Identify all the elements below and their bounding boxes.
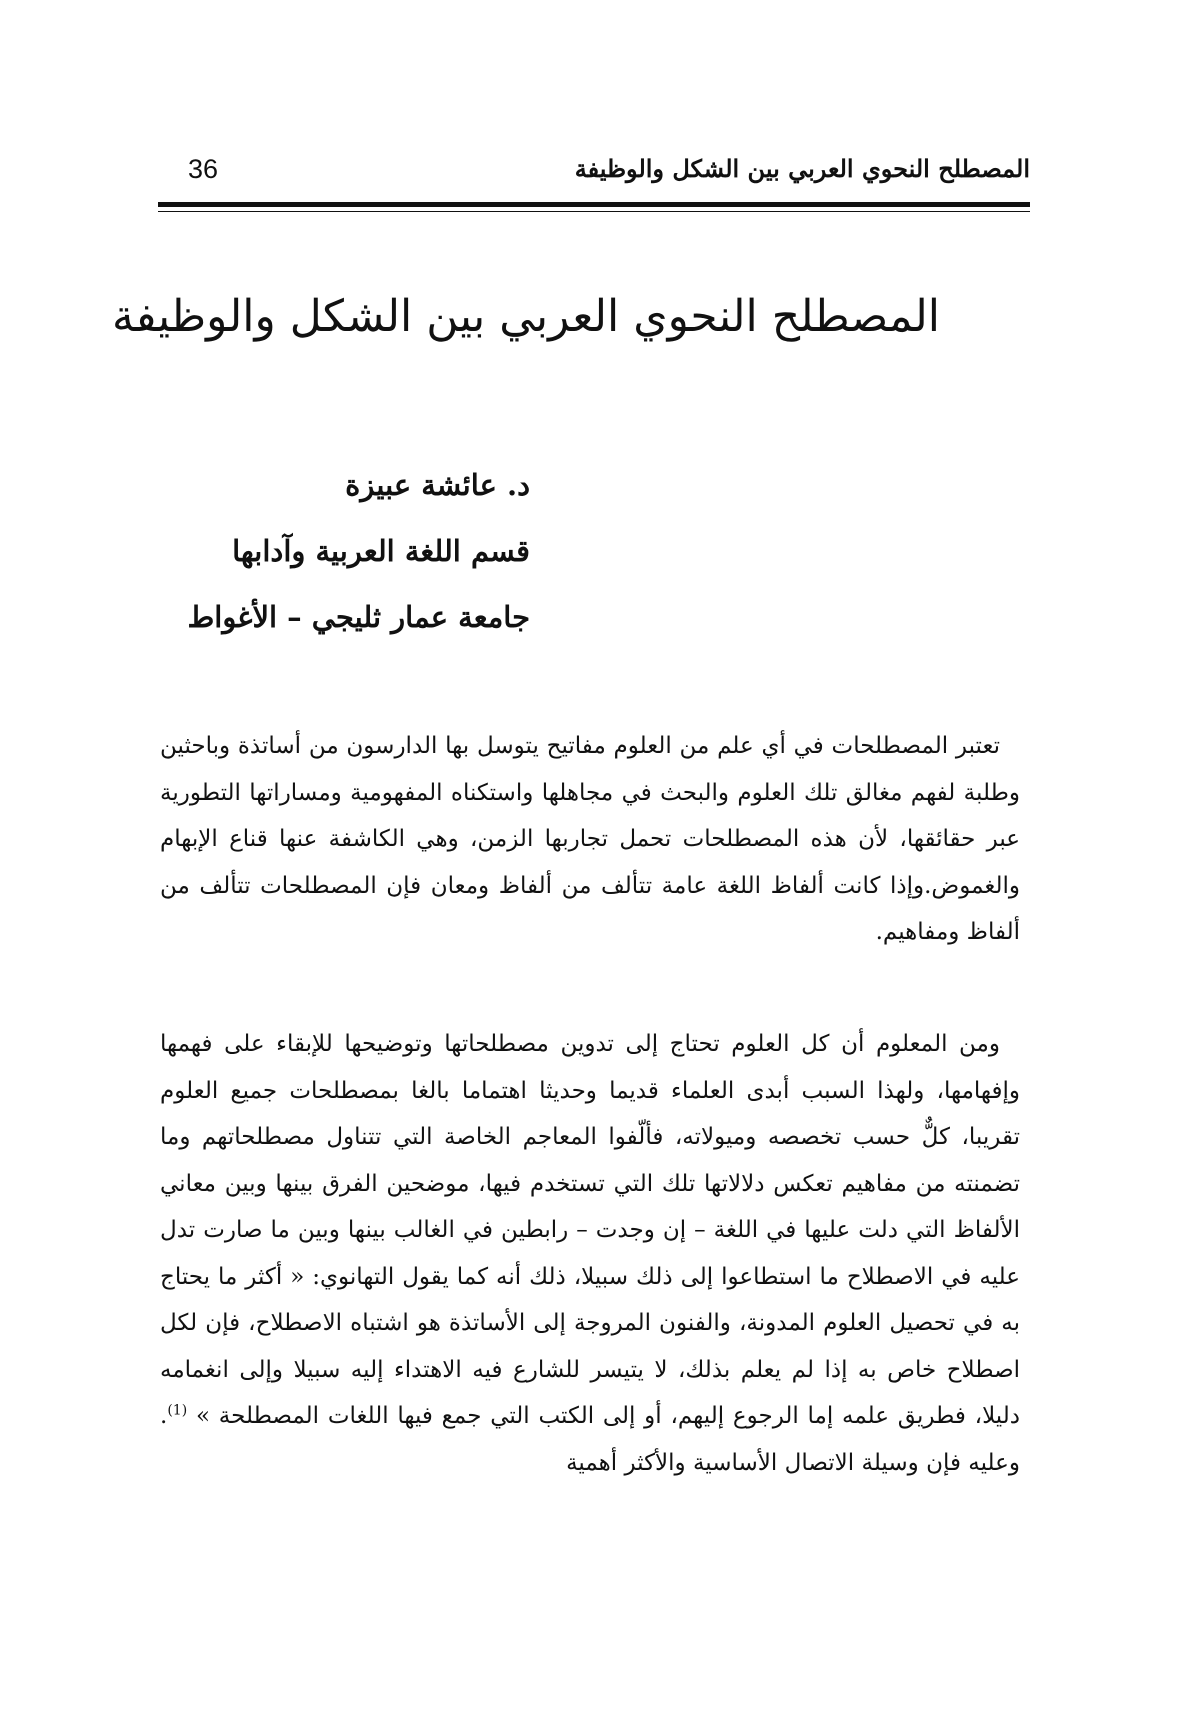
running-title: المصطلح النحوي العربي بين الشكل والوظيفة bbox=[574, 154, 1030, 183]
header-rule-thick bbox=[158, 202, 1030, 207]
paragraph-2-text: ومن المعلوم أن كل العلوم تحتاج إلى تدوين مصطلحاتها وتوضيحها للإبقاء على فهمها وإفهامها، ولهذا السبب أبدى العلماء قديما وحديثا اهتماما بالغا بمصطلحات جميع العلوم تقريبا، كلٌّ حسب تخصصه وميولاته، فألّفوا المعاجم الخاصة التي تتناول مصطلحاتهم وما تضمنته من مفاهيم تعكس دلالاتها تلك التي تستخدم فيها، موضحين الفرق بينها وبين معاني الألفاظ التي دلت عليها في اللغة – إن وجدت – رابطين في الغالب بينها وبين ما صارت تدل عليه في الاصطلاح ما استطاعوا إلى ذلك سبيلا، ذلك أنه كما يقول التهانوي: « أكثر ما يحتاج به في تحصيل العلوم المدونة، والفنون المروجة إلى الأساتذة هو اشتباه الاصطلاح، فإن لكل اصطلاح خاص به إذا لم يعلم بذلك، لا يتيسر للشارع فيه الاهتداء إليه سبيلا وإلى انغمامه دليلا، فطريق علمه إما الرجوع إليهم، أو إلى الكتب التي جمع فيها اللغات المصطلحة » bbox=[160, 1031, 1020, 1429]
page-number: 36 bbox=[188, 154, 219, 184]
body-paragraph-2 bbox=[160, 1021, 1020, 1486]
author-block bbox=[187, 452, 530, 650]
author-university: جامعة عمار ثليجي – الأغواط bbox=[187, 600, 530, 634]
author-department: قسم اللغة العربية وآدابها bbox=[232, 534, 530, 568]
header-rule-thin bbox=[158, 211, 1030, 212]
running-header bbox=[158, 152, 1030, 192]
article-title: المصطلح النحوي العربي بين الشكل والوظيفة bbox=[111, 291, 940, 342]
body-paragraph-1 bbox=[160, 723, 1020, 956]
author-name: د. عائشة عبيزة bbox=[345, 468, 530, 502]
paragraph-1-text: تعتبر المصطلحات في أي علم من العلوم مفاتيح يتوسل بها الدارسون من أساتذة وباحثين وطلبة لفهم مغالق تلك العلوم والبحث في مجاهلها واستكناه المفهومية ومساراتها التطورية عبر حقائقها، لأن هذه المصطلحات تحمل تجاربها الزمن، وهي الكاشفة عنها قناع الإبهام والغموض.وإذا كانت ألفاظ اللغة عامة تتألف من ألفاظ ومعان فإن المصطلحات تتألف من ألفاظ ومفاهيم. bbox=[160, 733, 1020, 945]
paragraph-2-tail: . وعليه فإن وسيلة الاتصال الأساسية والأكثر أهمية bbox=[160, 1403, 1020, 1476]
footnote-reference[interactable]: (1) bbox=[167, 1402, 188, 1419]
